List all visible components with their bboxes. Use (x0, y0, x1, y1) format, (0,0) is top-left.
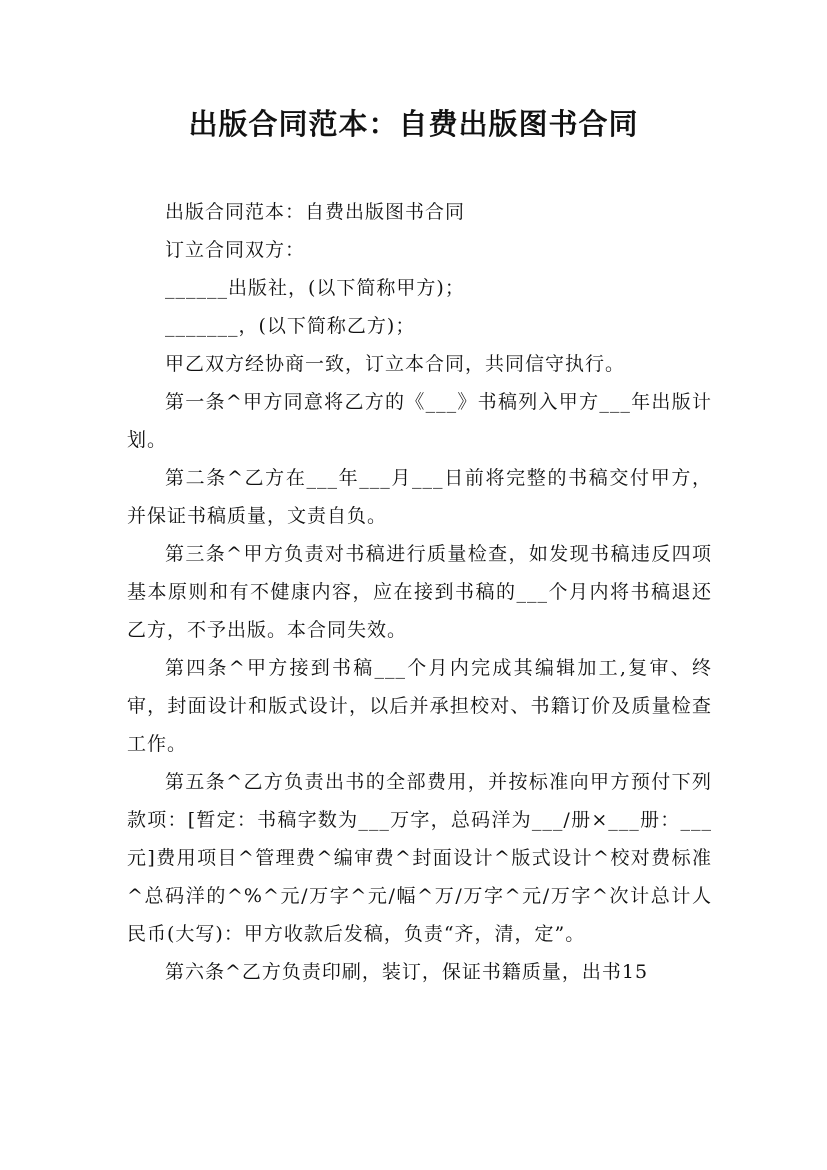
paragraph-article-1: 第一条^甲方同意将乙方的《___》书稿列入甲方___年出版计划。 (127, 391, 712, 451)
paragraph-article-4: 第四条^甲方接到书稿___个月内完成其编辑加工,复审、终审，封面设计和版式设计，以后并承担校对、书籍订价及质量检查工作。 (127, 657, 712, 755)
paragraph-article-6: 第六条^乙方负责印刷，装订，保证书籍质量，出书15 (165, 961, 649, 983)
paragraph-article-5: 第五条^乙方负责出书的全部费用，并按标准向甲方预付下列款项：[暂定：书稿字数为___万字，总码洋为___/册×___册：___元]费用项目^管理费^编审费^封面设计^版式设计^校对费标准^总码洋的^%^元/万字^元/幅^万/万字^元/万字^次计总计人民币(大写)：甲方收款后发稿，负责“齐，清，定”。 (127, 771, 712, 945)
paragraph-article-3: 第三条^甲方负责对书稿进行质量检查，如发现书稿违反四项基本原则和有不健康内容，应在接到书稿的___个月内将书稿退还乙方，不予出版。本合同失效。 (127, 543, 712, 641)
paragraph-party-b: _______，(以下简称乙方)； (165, 315, 416, 337)
paragraph-article-2: 第二条^乙方在___年___月___日前将完整的书稿交付甲方，并保证书稿质量，文责自负。 (127, 467, 712, 527)
paragraph-agreement: 甲乙双方经协商一致，订立本合同，共同信守执行。 (165, 353, 626, 375)
document-body (127, 193, 712, 991)
document-title: 出版合同范本：自费出版图书合同 (188, 107, 639, 141)
paragraph-heading-repeat: 出版合同范本：自费出版图书合同 (165, 201, 466, 223)
paragraph-party-a: ______出版社，(以下简称甲方)； (165, 277, 465, 299)
paragraph-parties: 订立合同双方： (165, 239, 306, 261)
